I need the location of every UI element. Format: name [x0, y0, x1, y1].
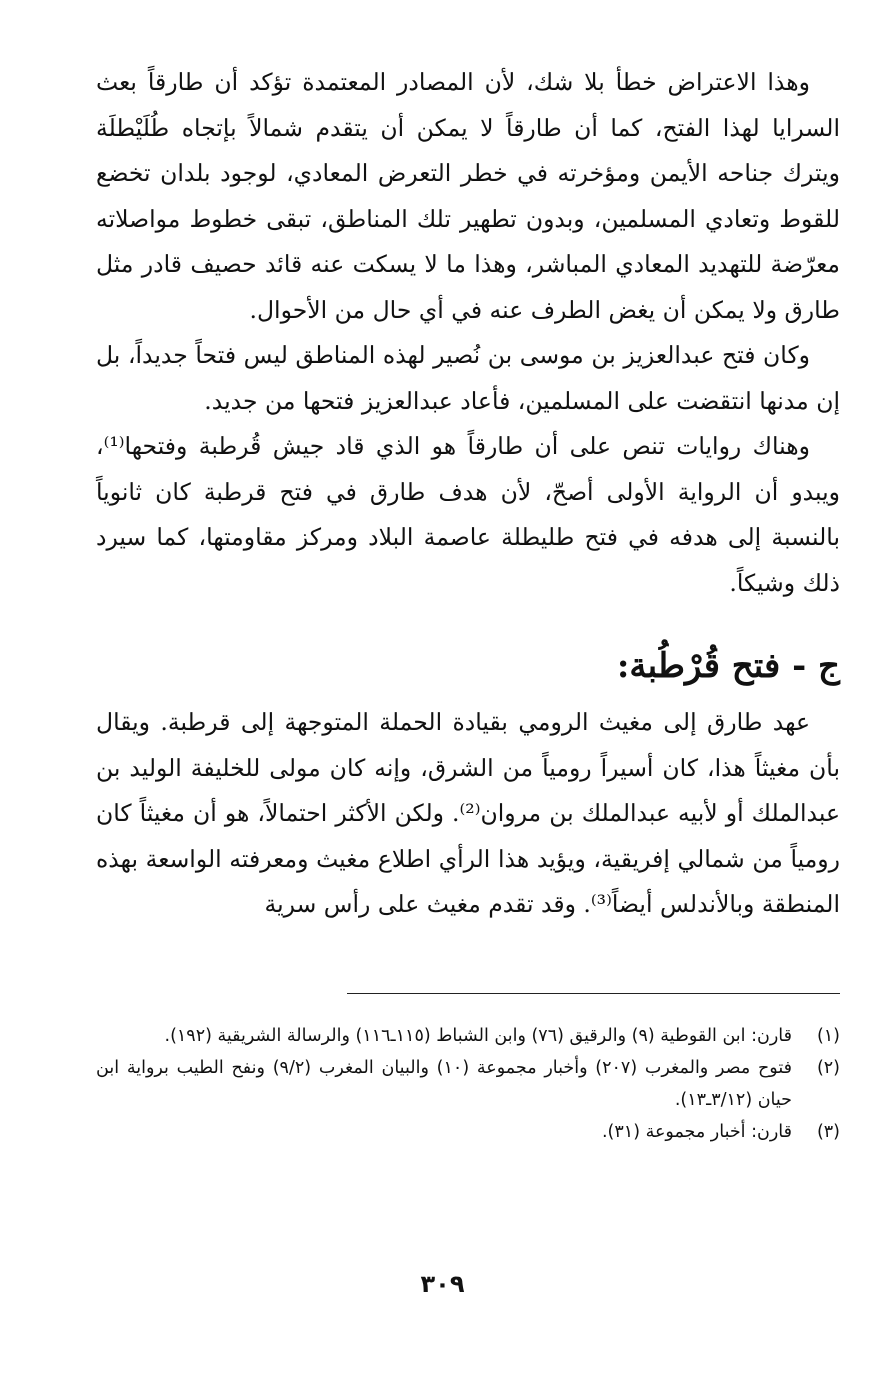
footnote — [96, 1116, 840, 1148]
paragraph: وهناك روايات تنص على أن طارقاً هو الذي قاد جيش قُرطبة وفتحها⁽¹⁾، ويبدو أن الرواية الأولى أصحّ، لأن هدف طارق في فتح قرطبة كان ثانوياً بالنسبة إلى هدفه في فتح طليطلة عاصمة البلاد ومركز مقاومتها، كما سيرد ذلك وشيكاً. — [96, 432, 840, 597]
footnote-number: (١) — [816, 1026, 840, 1046]
footnote — [96, 1020, 840, 1052]
footnote-number: (٣) — [816, 1122, 840, 1142]
footnote-text: فتوح مصر والمغرب (٢٠٧) وأخبار مجموعة (١٠) والبيان المغرب (٩/٢) ونفح الطيب برواية ابن حيان (٣/١٢ـ١٣). — [96, 1058, 792, 1110]
body-text-after — [96, 700, 840, 928]
footnote — [96, 1052, 840, 1116]
paragraph: وكان فتح عبدالعزيز بن موسى بن نُصير لهذه المناطق ليس فتحاً جديداً، بل إن مدنها انتقضت على المسلمين، فأعاد عبدالعزيز فتحها من جديد. — [96, 341, 840, 415]
page-content — [96, 60, 840, 928]
footnotes — [96, 1020, 840, 1148]
footnote-divider — [347, 993, 840, 994]
page-number: ٣٠٩ — [420, 1270, 465, 1298]
footnote-text: قارن: ابن القوطية (٩) والرقيق (٧٦) وابن الشباط (١١٥ـ١١٦) والرسالة الشريقية (١٩٢). — [164, 1026, 792, 1046]
section-heading: ج - فتح قُرْطُبة: — [616, 646, 840, 686]
body-text-before — [96, 60, 840, 606]
footnote-text: قارن: أخبار مجموعة (٣١). — [601, 1122, 792, 1142]
footnote-number: (٢) — [816, 1058, 840, 1078]
paragraph: عهد طارق إلى مغيث الرومي بقيادة الحملة المتوجهة إلى قرطبة. ويقال بأن مغيثاً هذا، كان أسيراً رومياً من الشرق، وإنه كان مولى للخليفة الوليد بن عبدالملك أو لأبيه عبدالملك بن مروان⁽²⁾. ولكن الأكثر احتمالاً، هو أن مغيثاً كان رومياً من شمالي إفريقية، ويؤيد هذا الرأي اطلاع مغيث ومعرفته الواسعة بهذه المنطقة وبالأندلس أيضاً⁽³⁾. وقد تقدم مغيث على رأس سرية — [96, 708, 840, 918]
paragraph: وهذا الاعتراض خطأ بلا شك، لأن المصادر المعتمدة تؤكد أن طارقاً بعث السرايا لهذا الفتح، كما أن طارقاً لا يمكن أن يتقدم شمالاً بإتجاه طُلَيْطلَة ويترك جناحه الأيمن ومؤخرته في خطر التعرض المعادي، لوجود بلدان تخضع للقوط وتعادي المسلمين، وبدون تطهير تلك المناطق، تبقى خطوط مواصلاته معرّضة للتهديد المعادي المباشر، وهذا ما لا يسكت عنه قائد حصيف قادر مثل طارق ولا يمكن أن يغض الطرف عنه في أي حال من الأحوال. — [96, 68, 840, 324]
